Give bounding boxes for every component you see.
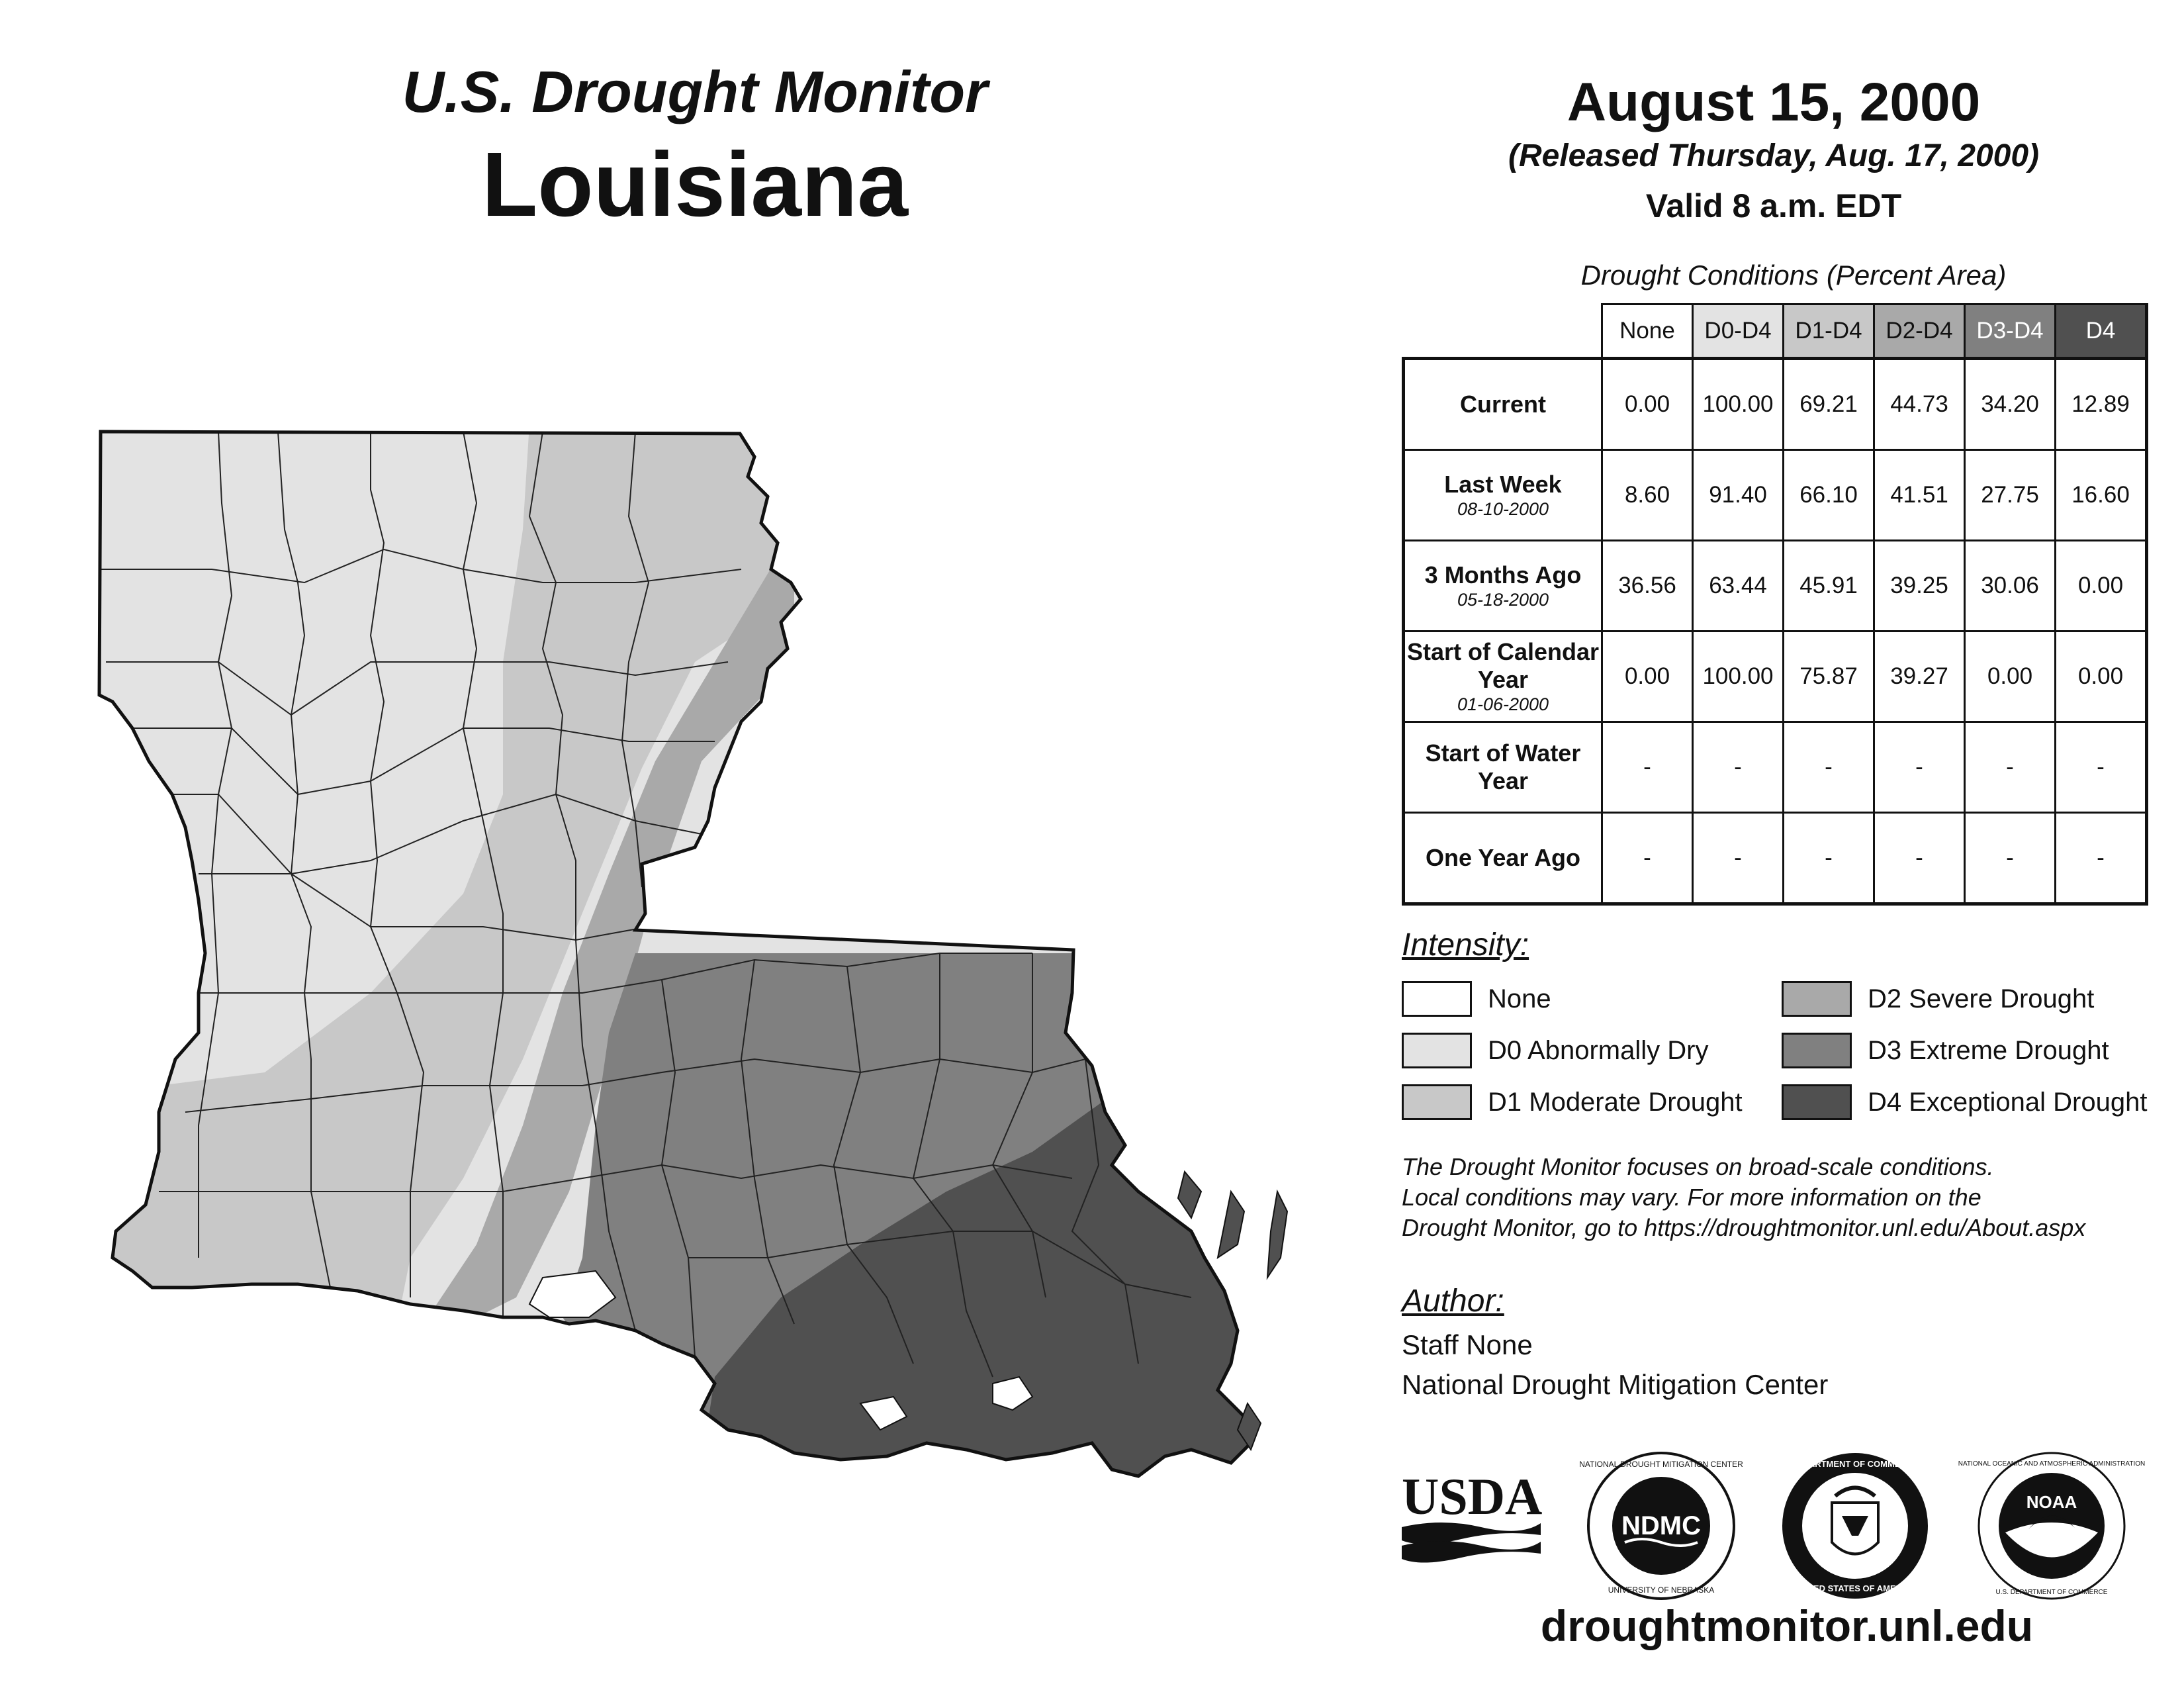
author-organization: National Drought Mitigation Center bbox=[1402, 1369, 1829, 1400]
legend-label: D1 Moderate Drought bbox=[1488, 1087, 1743, 1117]
usda-logo-text: USDA bbox=[1402, 1468, 1543, 1525]
map-title: Louisiana bbox=[481, 134, 909, 236]
row-label bbox=[1404, 541, 1602, 632]
legend-label: D4 Exceptional Drought bbox=[1868, 1087, 2148, 1117]
legend-item-d2 bbox=[1782, 980, 2094, 1018]
louisiana-drought-map bbox=[93, 424, 1297, 1509]
cell-value: 0.00 bbox=[1602, 632, 1693, 722]
row-label-text: One Year Ago bbox=[1425, 844, 1581, 871]
noaa-logo bbox=[1958, 1450, 2146, 1602]
legend-title: Intensity: bbox=[1402, 927, 1529, 962]
legend-item-d3 bbox=[1782, 1031, 2109, 1070]
table-row bbox=[1404, 359, 2147, 450]
cell-value: - bbox=[1693, 722, 1784, 813]
disclaimer-note bbox=[1402, 1152, 2176, 1243]
cell-value: 63.44 bbox=[1693, 541, 1784, 632]
legend-swatch bbox=[1402, 981, 1472, 1017]
row-label-text: Current bbox=[1459, 391, 1546, 418]
col-d1-d4: D1-D4 bbox=[1784, 305, 1874, 359]
legend-label: D3 Extreme Drought bbox=[1868, 1035, 2109, 1065]
legend-swatch bbox=[1402, 1084, 1472, 1120]
col-d4: D4 bbox=[2056, 305, 2147, 359]
row-date: 08-10-2000 bbox=[1457, 499, 1549, 519]
row-date: 01-06-2000 bbox=[1457, 694, 1549, 714]
row-label bbox=[1404, 632, 1602, 722]
cell-value: 39.27 bbox=[1874, 632, 1965, 722]
legend-item-d4 bbox=[1782, 1083, 2147, 1121]
row-label-text: Last Week bbox=[1444, 471, 1562, 498]
legend-item-none bbox=[1402, 980, 1551, 1018]
ndmc-logo bbox=[1579, 1450, 1743, 1602]
cell-value: 0.00 bbox=[1602, 359, 1693, 450]
cell-value: - bbox=[1965, 813, 2056, 904]
row-date: 05-18-2000 bbox=[1457, 590, 1549, 610]
cell-value: 34.20 bbox=[1965, 359, 2056, 450]
usda-logo bbox=[1402, 1466, 1541, 1566]
cell-value: 12.89 bbox=[2056, 359, 2147, 450]
legend-label: D0 Abnormally Dry bbox=[1488, 1035, 1709, 1065]
col-d3-d4: D3-D4 bbox=[1965, 305, 2056, 359]
cell-value: - bbox=[1602, 813, 1693, 904]
website-url[interactable]: droughtmonitor.unl.edu bbox=[1540, 1601, 2034, 1650]
table-row bbox=[1404, 813, 2147, 904]
cell-value: 75.87 bbox=[1784, 632, 1874, 722]
legend-swatch bbox=[1782, 981, 1852, 1017]
author-name: Staff None bbox=[1402, 1329, 1533, 1360]
cell-value: 27.75 bbox=[1965, 450, 2056, 541]
col-none: None bbox=[1602, 305, 1693, 359]
cell-value: - bbox=[1874, 722, 1965, 813]
cell-value: 8.60 bbox=[1602, 450, 1693, 541]
noaa-ring-top: NATIONAL OCEANIC AND ATMOSPHERIC ADMINISTRATION bbox=[1958, 1460, 2146, 1468]
note-line: The Drought Monitor focuses on broad-scale conditions. bbox=[1402, 1153, 1994, 1180]
note-line: Drought Monitor, go to https://droughtmonitor.unl.edu/About.aspx bbox=[1402, 1214, 2086, 1241]
legend-swatch bbox=[1402, 1033, 1472, 1068]
valid-time: Valid 8 a.m. EDT bbox=[1645, 187, 1902, 224]
map-subtitle: U.S. Drought Monitor bbox=[402, 59, 988, 124]
row-label bbox=[1404, 813, 1602, 904]
legend-item-d0 bbox=[1402, 1031, 1708, 1070]
table-corner bbox=[1404, 305, 1602, 359]
doc-ring-bottom: UNITED STATES OF AMERICA bbox=[1793, 1583, 1917, 1593]
legend-label: D2 Severe Drought bbox=[1868, 984, 2095, 1013]
cell-value: 45.91 bbox=[1784, 541, 1874, 632]
note-line: Local conditions may vary. For more information on the bbox=[1402, 1184, 1981, 1211]
cell-value: 0.00 bbox=[2056, 541, 2147, 632]
col-d2-d4: D2-D4 bbox=[1874, 305, 1965, 359]
ndmc-ring-top: NATIONAL DROUGHT MITIGATION CENTER bbox=[1579, 1460, 1743, 1469]
cell-value: 91.40 bbox=[1693, 450, 1784, 541]
cell-value: 30.06 bbox=[1965, 541, 2056, 632]
table-header-row bbox=[1404, 305, 2147, 359]
cell-value: - bbox=[1874, 813, 1965, 904]
row-label bbox=[1404, 722, 1602, 813]
cell-value: 36.56 bbox=[1602, 541, 1693, 632]
table-row bbox=[1404, 722, 2147, 813]
cell-value: 0.00 bbox=[2056, 632, 2147, 722]
cell-value: - bbox=[1965, 722, 2056, 813]
noaa-ring-bottom: U.S. DEPARTMENT OF COMMERCE bbox=[1995, 1589, 2108, 1596]
cell-value: 100.00 bbox=[1693, 359, 1784, 450]
legend-swatch bbox=[1782, 1084, 1852, 1120]
col-d0-d4: D0-D4 bbox=[1693, 305, 1784, 359]
cell-value: - bbox=[1784, 813, 1874, 904]
cell-value: - bbox=[2056, 813, 2147, 904]
noaa-logo-text: NOAA bbox=[2026, 1492, 2077, 1512]
cell-value: - bbox=[1602, 722, 1693, 813]
row-label-text: Start of Calendar Year bbox=[1406, 638, 1600, 693]
release-date: (Released Thursday, Aug. 17, 2000) bbox=[1508, 138, 2040, 173]
cell-value: 100.00 bbox=[1693, 632, 1784, 722]
cell-value: 69.21 bbox=[1784, 359, 1874, 450]
cell-value: - bbox=[2056, 722, 2147, 813]
author-heading: Author: bbox=[1402, 1284, 1504, 1319]
cell-value: 41.51 bbox=[1874, 450, 1965, 541]
cell-value: 16.60 bbox=[2056, 450, 2147, 541]
ndmc-ring-bottom: UNIVERSITY OF NEBRASKA bbox=[1608, 1585, 1715, 1595]
cell-value: - bbox=[1693, 813, 1784, 904]
row-label bbox=[1404, 359, 1602, 450]
cell-value: 44.73 bbox=[1874, 359, 1965, 450]
row-label-text: Start of Water Year bbox=[1425, 739, 1581, 794]
cell-value: - bbox=[1784, 722, 1874, 813]
table-row bbox=[1404, 450, 2147, 541]
cell-value: 39.25 bbox=[1874, 541, 1965, 632]
ndmc-logo-text: NDMC bbox=[1621, 1511, 1701, 1540]
doc-ring-top: DEPARTMENT OF COMMERCE bbox=[1792, 1459, 1919, 1469]
legend-label: None bbox=[1488, 984, 1551, 1013]
department-of-commerce-seal bbox=[1779, 1450, 1931, 1602]
table-caption: Drought Conditions (Percent Area) bbox=[1580, 259, 2007, 291]
legend-swatch bbox=[1782, 1033, 1852, 1068]
cell-value: 0.00 bbox=[1965, 632, 2056, 722]
map-date: August 15, 2000 bbox=[1567, 72, 1981, 132]
row-label-text: 3 Months Ago bbox=[1424, 561, 1582, 588]
legend-item-d1 bbox=[1402, 1083, 1743, 1121]
row-label bbox=[1404, 450, 1602, 541]
table-row bbox=[1404, 541, 2147, 632]
cell-value: 66.10 bbox=[1784, 450, 1874, 541]
table-row bbox=[1404, 632, 2147, 722]
drought-conditions-table bbox=[1402, 303, 2148, 906]
